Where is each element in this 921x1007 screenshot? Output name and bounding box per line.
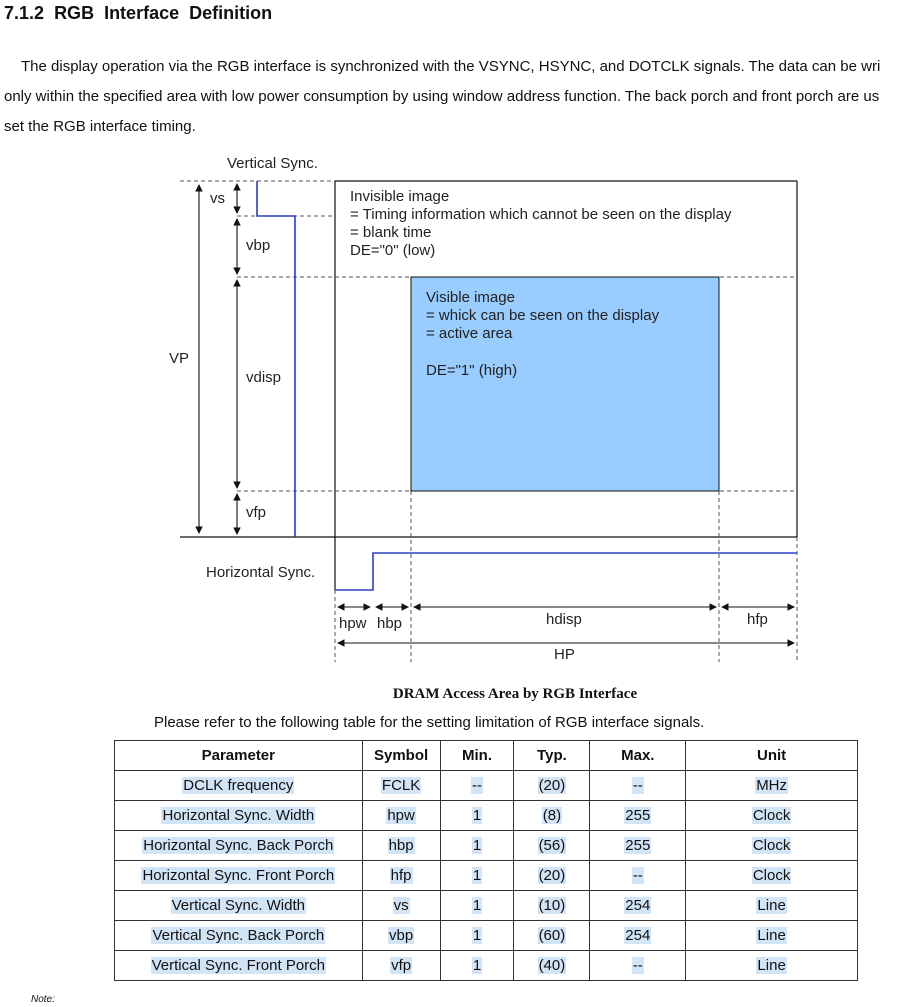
cell-text: 254	[625, 897, 651, 914]
cell-text: FCLK	[381, 777, 421, 794]
cell-text: 254	[625, 927, 651, 944]
cell-text: (20)	[538, 867, 566, 884]
table-row	[115, 951, 858, 981]
cell-text: (20)	[538, 777, 566, 794]
max-cell	[590, 861, 686, 891]
cell-text: Horizontal Sync. Width	[162, 807, 315, 824]
cell-text: 1	[472, 927, 482, 944]
cell-text: DCLK frequency	[183, 777, 294, 794]
cell-text: --	[472, 777, 483, 794]
cell-text: Line	[757, 897, 786, 914]
table-header-row	[115, 741, 858, 771]
vsync-waveform	[257, 181, 295, 537]
invisible-line: DE="0" (low)	[350, 242, 436, 259]
min-cell	[440, 771, 514, 801]
typ-cell	[514, 801, 590, 831]
hbp-label: hbp	[377, 615, 403, 632]
cell-text: Clock	[752, 837, 791, 854]
cell-text: (10)	[538, 897, 566, 914]
section-heading	[4, 3, 272, 24]
min-cell	[440, 831, 514, 861]
cell-text: vbp	[389, 927, 414, 944]
header-symbol: Symbol	[362, 741, 440, 771]
table-row	[115, 891, 858, 921]
max-cell	[590, 771, 686, 801]
table-intro: Please refer to the following table for the setting limitation of RGB interface signals.	[154, 714, 705, 731]
invisible-image-text	[350, 188, 732, 259]
visible-line: = whick can be seen on the display	[426, 307, 660, 324]
cell-text: 1	[472, 837, 482, 854]
min-cell	[440, 891, 514, 921]
max-cell	[590, 921, 686, 951]
typ-cell	[514, 921, 590, 951]
cell-text: --	[632, 957, 643, 974]
parameter-cell	[115, 831, 363, 861]
unit-cell	[686, 921, 858, 951]
cell-text: Clock	[752, 867, 791, 884]
unit-cell	[686, 951, 858, 981]
vbp-label: vbp	[246, 237, 271, 254]
cell-text: vs	[393, 897, 409, 914]
cell-text: (60)	[538, 927, 566, 944]
parameter-cell	[115, 771, 363, 801]
vp-label: VP	[169, 350, 190, 367]
table-row	[115, 771, 858, 801]
cell-text: hpw	[387, 807, 415, 824]
paragraph-line: The display operation via the RGB interface is synchronized with the VSYNC, HSYNC, and DOTCLK signals. The data can be wri	[21, 58, 881, 75]
vdisp-label: vdisp	[246, 369, 282, 386]
symbol-cell	[362, 861, 440, 891]
vfp-label: vfp	[246, 504, 267, 521]
cell-text: (40)	[538, 957, 566, 974]
vs-label: vs	[210, 190, 225, 207]
hp-label: HP	[554, 646, 575, 663]
visible-line: DE="1" (high)	[426, 362, 518, 379]
cell-text: hbp	[388, 837, 414, 854]
horizontal-sync-label: Horizontal Sync.	[206, 564, 316, 581]
cell-text: 1	[472, 897, 482, 914]
table-row	[115, 831, 858, 861]
cell-text: (8)	[542, 807, 562, 824]
invisible-line: Invisible image	[350, 188, 450, 205]
typ-cell	[514, 771, 590, 801]
min-cell	[440, 861, 514, 891]
cell-text: Horizontal Sync. Front Porch	[142, 867, 335, 884]
unit-cell	[686, 771, 858, 801]
symbol-cell	[362, 891, 440, 921]
cell-text: (56)	[538, 837, 566, 854]
cell-text: hfp	[390, 867, 412, 884]
parameter-cell	[115, 861, 363, 891]
table-row	[115, 921, 858, 951]
cell-text: MHz	[756, 777, 788, 794]
typ-cell	[514, 951, 590, 981]
table-body	[115, 771, 858, 981]
cell-text: Clock	[752, 807, 791, 824]
cell-text: Vertical Sync. Width	[171, 897, 305, 914]
max-cell	[590, 831, 686, 861]
intro-paragraph	[4, 52, 921, 142]
visible-line: = active area	[426, 325, 513, 342]
cell-text: Line	[757, 957, 786, 974]
parameter-table	[114, 740, 858, 981]
symbol-cell	[362, 771, 440, 801]
unit-cell	[686, 891, 858, 921]
symbol-cell	[362, 921, 440, 951]
min-cell	[440, 951, 514, 981]
max-cell	[590, 891, 686, 921]
cell-text: Vertical Sync. Back Porch	[152, 927, 325, 944]
min-cell	[440, 801, 514, 831]
header-typ: Typ.	[514, 741, 590, 771]
hpw-label: hpw	[339, 615, 367, 632]
symbol-cell	[362, 831, 440, 861]
cell-text: 255	[625, 807, 651, 824]
parameter-cell	[115, 921, 363, 951]
paragraph-line: set the RGB interface timing.	[4, 118, 196, 135]
symbol-cell	[362, 951, 440, 981]
unit-cell	[686, 861, 858, 891]
typ-cell	[514, 831, 590, 861]
parameter-cell	[115, 891, 363, 921]
cell-text: --	[632, 777, 643, 794]
header-parameter: Parameter	[115, 741, 363, 771]
section-title: RGB Interface Definition	[54, 3, 273, 23]
cell-text: Vertical Sync. Front Porch	[151, 957, 326, 974]
typ-cell	[514, 891, 590, 921]
parameter-cell	[115, 801, 363, 831]
table-row	[115, 801, 858, 831]
vertical-sync-label: Vertical Sync.	[227, 155, 318, 172]
cell-text: 1	[472, 807, 482, 824]
cell-text: 1	[472, 957, 482, 974]
cell-text: 255	[625, 837, 651, 854]
max-cell	[590, 951, 686, 981]
invisible-line: = Timing information which cannot be seen on the display	[350, 206, 732, 223]
timing-diagram	[0, 145, 921, 665]
invisible-line: = blank time	[350, 224, 432, 241]
symbol-cell	[362, 801, 440, 831]
hfp-label: hfp	[747, 611, 768, 628]
visible-line: Visible image	[426, 289, 515, 306]
cell-text: Line	[757, 927, 786, 944]
cell-text: --	[632, 867, 643, 884]
hsync-waveform	[335, 553, 797, 590]
cell-text: 1	[472, 867, 482, 884]
note-label: Note:	[31, 994, 55, 1005]
parameter-cell	[115, 951, 363, 981]
header-min: Min.	[440, 741, 514, 771]
table-row	[115, 861, 858, 891]
unit-cell	[686, 831, 858, 861]
header-max: Max.	[590, 741, 686, 771]
header-unit: Unit	[686, 741, 858, 771]
paragraph-line: only within the specified area with low power consumption by using window address function. The back porch and front porch are us	[4, 88, 880, 105]
hdisp-label: hdisp	[546, 611, 582, 628]
section-number: 7.1.2	[4, 3, 45, 23]
max-cell	[590, 801, 686, 831]
cell-text: Horizontal Sync. Back Porch	[143, 837, 334, 854]
typ-cell	[514, 861, 590, 891]
min-cell	[440, 921, 514, 951]
diagram-caption: DRAM Access Area by RGB Interface	[392, 686, 638, 702]
cell-text: vfp	[391, 957, 412, 974]
unit-cell	[686, 801, 858, 831]
